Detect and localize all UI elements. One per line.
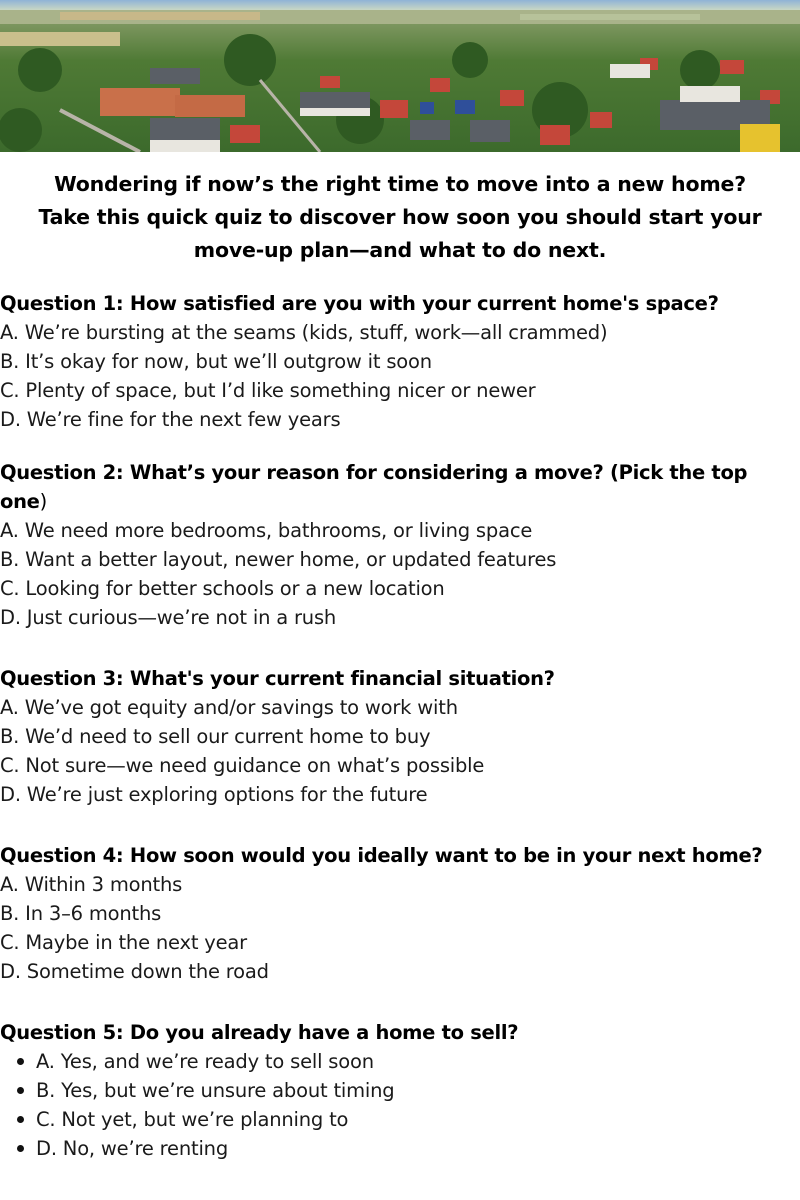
- question-title: [0, 458, 800, 516]
- answer-option[interactable]: A. Yes, and we’re ready to sell soon: [36, 1047, 800, 1076]
- answer-option[interactable]: B. In 3–6 months: [0, 902, 162, 925]
- question-title: Question 4: How soon would you ideally want to be in your next home?: [0, 844, 763, 867]
- hero-image: [0, 0, 800, 152]
- answer-option[interactable]: D. We’re just exploring options for the future: [0, 783, 428, 806]
- answer-option[interactable]: D. We’re fine for the next few years: [0, 408, 341, 431]
- aerial-town-photo: [0, 0, 800, 152]
- question-2: [0, 458, 800, 632]
- answer-option[interactable]: C. Not sure—we need guidance on what’s possible: [0, 754, 485, 777]
- answer-option[interactable]: C. Looking for better schools or a new location: [0, 577, 445, 600]
- question-title: Question 5: Do you already have a home to sell?: [0, 1021, 519, 1044]
- answer-option[interactable]: D. No, we’re renting: [36, 1134, 800, 1163]
- intro-line-2: Take this quick quiz to discover how soon you should start your: [38, 205, 762, 229]
- question-title: Question 3: What's your current financial situation?: [0, 667, 555, 690]
- answer-option[interactable]: D. Just curious—we’re not in a rush: [0, 606, 337, 629]
- question-1: [0, 289, 800, 434]
- question-3: [0, 664, 800, 809]
- answer-option[interactable]: B. We’d need to sell our current home to buy: [0, 725, 431, 748]
- answer-option[interactable]: A. We’ve got equity and/or savings to work with: [0, 696, 458, 719]
- answer-option[interactable]: C. Not yet, but we’re planning to: [36, 1105, 800, 1134]
- question-4: [0, 841, 800, 986]
- question-title-text: Question 2: What’s your reason for considering a move? (Pick the top one: [0, 461, 748, 513]
- answer-option[interactable]: B. It’s okay for now, but we’ll outgrow it soon: [0, 350, 432, 373]
- quiz: [0, 289, 800, 1163]
- answer-option[interactable]: A. Within 3 months: [0, 873, 183, 896]
- answer-option[interactable]: C. Maybe in the next year: [0, 931, 247, 954]
- intro-line-1: Wondering if now’s the right time to move into a new home?: [54, 172, 746, 196]
- question-5: [0, 1018, 800, 1163]
- answer-option[interactable]: A. We need more bedrooms, bathrooms, or living space: [0, 519, 533, 542]
- intro-heading: [0, 168, 800, 267]
- answer-option[interactable]: B. Yes, but we’re unsure about timing: [36, 1076, 800, 1105]
- answer-option[interactable]: C. Plenty of space, but I’d like something nicer or newer: [0, 379, 536, 402]
- intro-line-3: move-up plan—and what to do next.: [193, 238, 607, 262]
- answer-option[interactable]: A. We’re bursting at the seams (kids, stuff, work—all crammed): [0, 321, 608, 344]
- question-title-tail: ): [39, 490, 47, 513]
- answer-option[interactable]: B. Want a better layout, newer home, or updated features: [0, 548, 557, 571]
- question-title: Question 1: How satisfied are you with your current home's space?: [0, 292, 719, 315]
- answer-option[interactable]: D. Sometime down the road: [0, 960, 269, 983]
- answer-list: [0, 1047, 800, 1163]
